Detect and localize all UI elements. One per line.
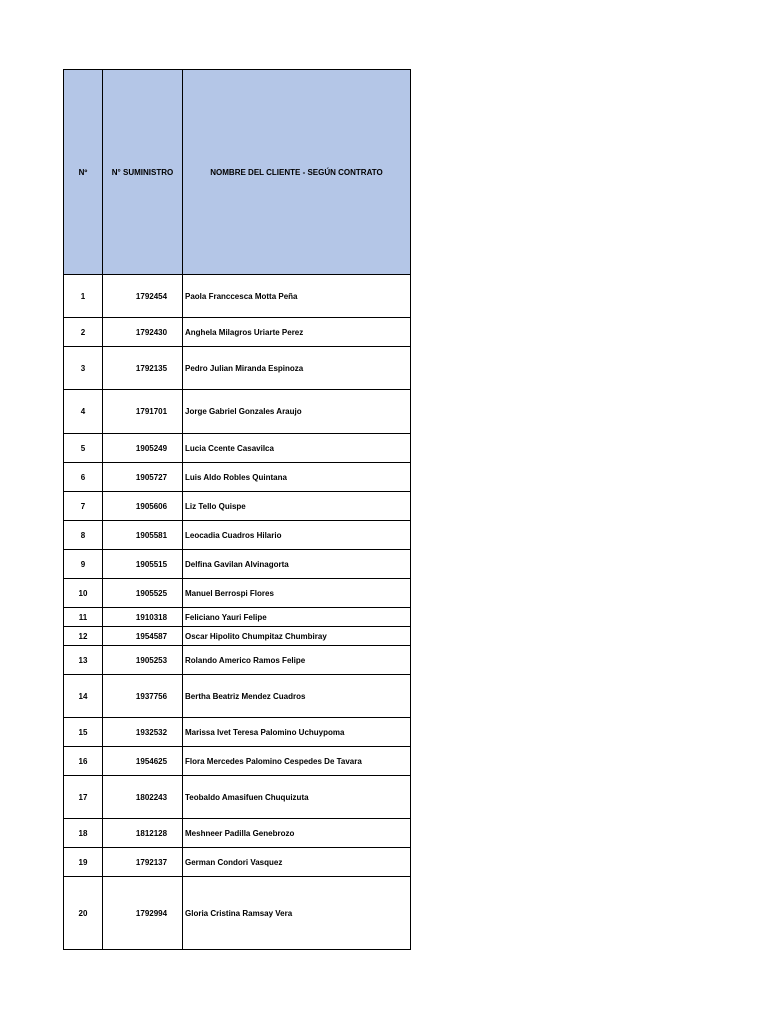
table-row [64,646,411,675]
row-number: 13 [64,646,103,675]
table-row [64,521,411,550]
row-number: 14 [64,675,103,718]
row-number: 17 [64,776,103,819]
spreadsheet-page [63,69,411,950]
table-row [64,492,411,521]
row-client-name: Manuel Berrospi Flores [183,579,411,608]
row-number: 18 [64,819,103,848]
row-number: 20 [64,877,103,950]
row-client-name: Marissa Ivet Teresa Palomino Uchuypoma [183,718,411,747]
row-client-name: Gloria Cristina Ramsay Vera [183,877,411,950]
row-number: 3 [64,347,103,390]
column-header-num: Nº [64,70,103,275]
column-header-nombre: NOMBRE DEL CLIENTE - SEGÚN CONTRATO [183,70,411,275]
row-suministro: 1792137 [103,848,183,877]
table-row [64,848,411,877]
table-row [64,877,411,950]
row-suministro: 1905606 [103,492,183,521]
row-number: 6 [64,463,103,492]
table-row [64,747,411,776]
table-row [64,550,411,579]
row-client-name: Meshneer Padilla Genebrozo [183,819,411,848]
row-suministro: 1792994 [103,877,183,950]
table-row [64,608,411,627]
table-row [64,463,411,492]
row-number: 19 [64,848,103,877]
table-row [64,776,411,819]
table-row [64,318,411,347]
row-number: 10 [64,579,103,608]
row-client-name: Oscar Hipolito Chumpitaz Chumbiray [183,627,411,646]
table-header-row [64,70,411,275]
row-suministro: 1910318 [103,608,183,627]
row-client-name: Liz Tello Quispe [183,492,411,521]
row-number: 1 [64,275,103,318]
row-suministro: 1905727 [103,463,183,492]
table-row [64,434,411,463]
row-client-name: Flora Mercedes Palomino Cespedes De Tavara [183,747,411,776]
row-client-name: German Condori Vasquez [183,848,411,877]
row-number: 15 [64,718,103,747]
row-client-name: Jorge Gabriel Gonzales Araujo [183,390,411,434]
row-number: 7 [64,492,103,521]
table-row [64,390,411,434]
table-row [64,675,411,718]
row-suministro: 1905581 [103,521,183,550]
table-row [64,718,411,747]
row-suministro: 1905253 [103,646,183,675]
row-client-name: Pedro Julian Miranda Espinoza [183,347,411,390]
row-client-name: Bertha Beatriz Mendez Cuadros [183,675,411,718]
row-suministro: 1905525 [103,579,183,608]
column-header-suministro: N° SUMINISTRO [103,70,183,275]
row-suministro: 1905249 [103,434,183,463]
row-suministro: 1792135 [103,347,183,390]
row-number: 5 [64,434,103,463]
table-row [64,275,411,318]
row-suministro: 1791701 [103,390,183,434]
row-number: 12 [64,627,103,646]
row-client-name: Lucia Ccente Casavilca [183,434,411,463]
table-row [64,347,411,390]
row-suministro: 1802243 [103,776,183,819]
row-suministro: 1954625 [103,747,183,776]
row-suministro: 1792430 [103,318,183,347]
row-suministro: 1937756 [103,675,183,718]
row-number: 16 [64,747,103,776]
row-client-name: Paola Franccesca Motta Peña [183,275,411,318]
row-number: 11 [64,608,103,627]
row-client-name: Luis Aldo Robles Quintana [183,463,411,492]
row-client-name: Teobaldo Amasifuen Chuquizuta [183,776,411,819]
row-number: 9 [64,550,103,579]
table-row [64,819,411,848]
row-client-name: Rolando Americo Ramos Felipe [183,646,411,675]
row-client-name: Delfina Gavilan Alvinagorta [183,550,411,579]
table-row [64,627,411,646]
row-client-name: Feliciano Yauri Felipe [183,608,411,627]
row-number: 4 [64,390,103,434]
row-suministro: 1812128 [103,819,183,848]
row-number: 2 [64,318,103,347]
row-suministro: 1932532 [103,718,183,747]
row-suministro: 1954587 [103,627,183,646]
table-row [64,579,411,608]
client-table [63,69,411,950]
row-client-name: Anghela Milagros Uriarte Perez [183,318,411,347]
row-number: 8 [64,521,103,550]
row-suministro: 1905515 [103,550,183,579]
row-client-name: Leocadia Cuadros Hilario [183,521,411,550]
row-suministro: 1792454 [103,275,183,318]
